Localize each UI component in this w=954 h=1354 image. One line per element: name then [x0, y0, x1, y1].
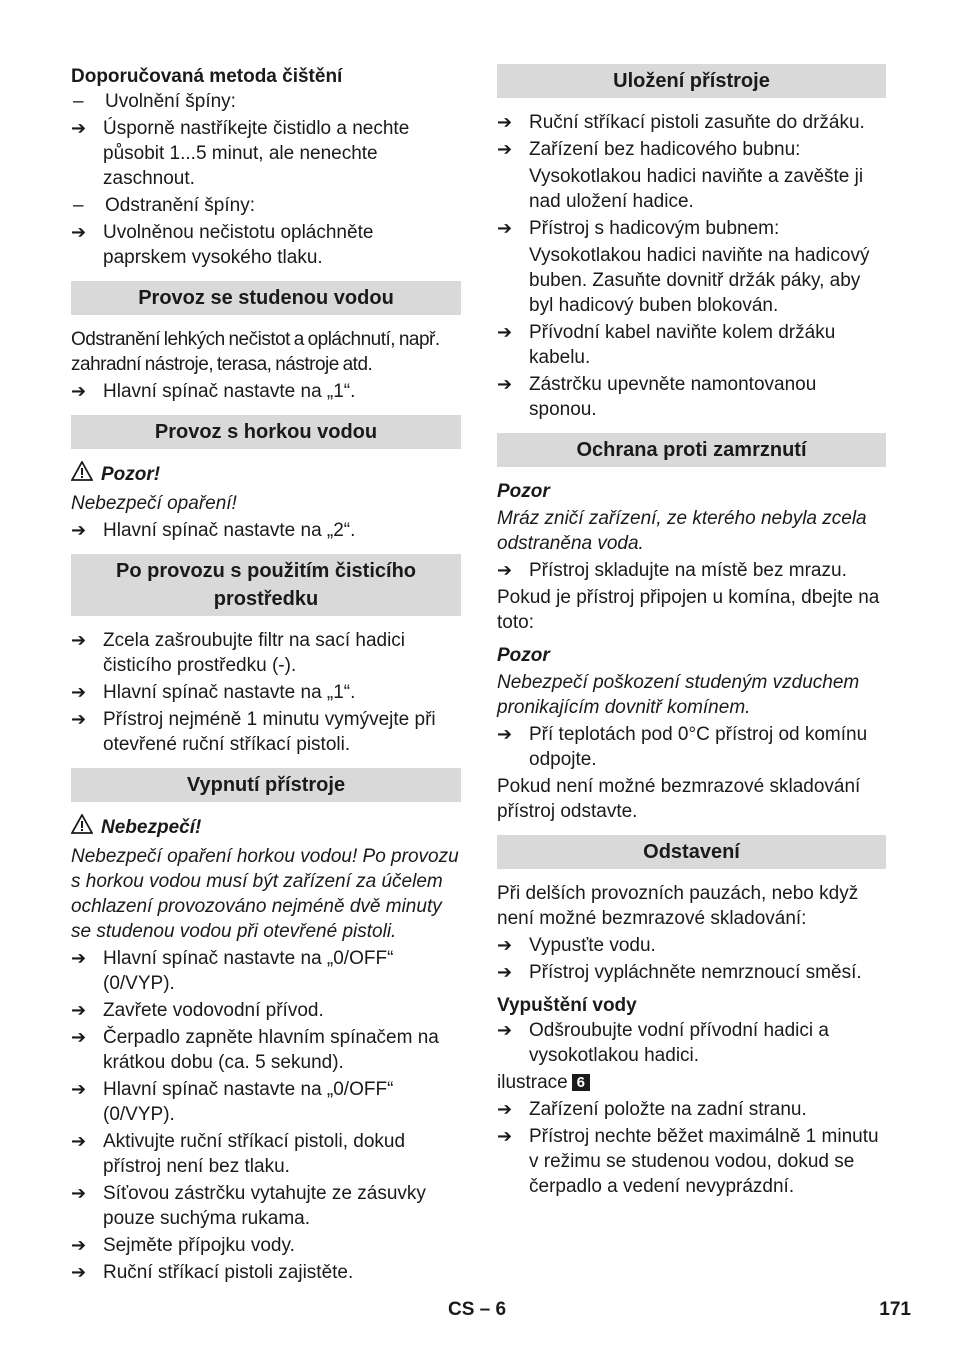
- arrow-right-icon: ➔: [71, 682, 87, 702]
- dash-icon: –: [73, 91, 84, 112]
- list-item: ➔ Přístroj nechte běžet maximálně 1 minutu v režimu se studenou vodou, dokud se čerpadlo a vedení nevyprázdní.: [497, 1126, 879, 1197]
- caution-label: Pozor: [497, 481, 550, 502]
- arrow-right-icon: ➔: [71, 709, 87, 729]
- arrow-right-icon: ➔: [497, 139, 513, 159]
- list-item: – Uvolnění špíny:: [73, 91, 236, 112]
- list-item: ➔ Ruční stříkací pistoli zajistěte.: [71, 1262, 354, 1283]
- list-item: ➔ Odšroubujte vodní přívodní hadici a vysokotlakou hadici.: [497, 1020, 829, 1066]
- list-item: ➔ Hlavní spínač nastavte na „0/OFF“ (0/VYP).: [71, 948, 394, 994]
- list-item: ➔ Zařízení bez hadicového bubnu:: [497, 139, 801, 160]
- danger-label: Nebezpečí!: [101, 817, 202, 838]
- list-item: ➔ Přístroj s hadicovým bubnem:: [497, 218, 780, 239]
- list-item: – Odstranění špíny:: [73, 195, 255, 216]
- danger-text: Nebezpečí opaření horkou vodou! Po provozu s horkou vodou musí být zařízení za účelem ochlazení provozováno nejméně dvě minuty se studenou vodou při otevřené pistoli.: [71, 846, 459, 942]
- arrow-right-icon: ➔: [497, 112, 513, 132]
- arrow-right-icon: ➔: [71, 1235, 87, 1255]
- danger-callout: [71, 814, 461, 841]
- list-item: ➔ Vypusťte vodu.: [497, 935, 656, 956]
- warning-label: Pozor!: [101, 464, 161, 485]
- drain-heading: Vypuštění vody: [497, 995, 637, 1016]
- arrow-right-icon: ➔: [497, 1126, 513, 1146]
- list-item: ➔ Síťovou zástrčku vytahujte ze zásuvky pouze suchýma rukama.: [71, 1183, 426, 1229]
- frost-paragraph: Pokud není možné bezmrazové skladování přístroj odstavte.: [497, 776, 861, 822]
- list-item: ➔ Zcela zašroubujte filtr na sací hadici čisticího prostředku (-).: [71, 630, 406, 676]
- arrow-right-icon: ➔: [71, 948, 87, 968]
- caution-text: Mráz zničí zařízení, ze kterého nebyla zcela odstraněna voda.: [497, 508, 867, 554]
- section-heading-shutdown: Odstavení: [497, 835, 886, 869]
- list-item: ➔ Hlavní spínač nastavte na „0/OFF“ (0/VYP).: [71, 1079, 394, 1125]
- arrow-right-icon: ➔: [71, 1079, 87, 1099]
- list-item: ➔ Ruční stříkací pistoli zasuňte do držáku.: [497, 112, 865, 133]
- shutdown-description: Při delších provozních pauzách, nebo když není možné bezmrazové skladování:: [497, 883, 859, 929]
- left-column: [71, 64, 461, 1287]
- list-item-detail: Vysokotlakou hadici naviňte na hadicový buben. Zasuňte dovnitř držák páky, aby byl hadicový buben blokován.: [529, 245, 870, 316]
- dash-icon: –: [73, 195, 84, 216]
- figure-reference: [497, 1070, 886, 1095]
- list-item: ➔ Hlavní spínač nastavte na „1“.: [71, 682, 356, 703]
- list-item: ➔ Přístroj nejméně 1 minutu vymývejte při otevřené ruční stříkací pistoli.: [71, 709, 436, 755]
- arrow-right-icon: ➔: [71, 1183, 87, 1203]
- section-heading-cold: Provoz se studenou vodou: [71, 281, 461, 315]
- figure-label: ilustrace: [497, 1072, 568, 1093]
- arrow-right-icon: ➔: [71, 222, 87, 242]
- arrow-right-icon: ➔: [497, 962, 513, 982]
- warning-triangle-icon: [71, 461, 95, 488]
- arrow-right-icon: ➔: [71, 1262, 87, 1282]
- list-item: ➔ Sejměte přípojku vody.: [71, 1235, 295, 1256]
- list-item: ➔ Zástrčku upevněte namontovanou sponou.: [497, 374, 817, 420]
- method-heading: Doporučovaná metoda čištění: [71, 66, 343, 87]
- page-number: 171: [879, 1299, 911, 1320]
- arrow-right-icon: ➔: [71, 520, 87, 540]
- warning-triangle-icon: [71, 814, 95, 841]
- list-item: ➔ Zavřete vodovodní přívod.: [71, 1000, 324, 1021]
- list-item: ➔ Zařízení položte na zadní stranu.: [497, 1099, 807, 1120]
- arrow-right-icon: ➔: [71, 381, 87, 401]
- list-item: ➔ Přístroj vypláchněte nemrznoucí směsí.: [497, 962, 862, 983]
- warning-text: Nebezpečí opaření!: [71, 493, 237, 514]
- list-item: ➔ Čerpadlo zapněte hlavním spínačem na krátkou dobu (ca. 5 sekund).: [71, 1027, 439, 1073]
- section-heading-storage: Uložení přístroje: [497, 64, 886, 98]
- section-heading-frost: Ochrana proti zamrznutí: [497, 433, 886, 467]
- arrow-right-icon: ➔: [497, 374, 513, 394]
- cold-description: Odstranění lehkých nečistot a opláchnutí, např. zahradní nástroje, terasa, nástroje atd.: [71, 329, 440, 375]
- arrow-right-icon: ➔: [71, 1000, 87, 1020]
- list-item: ➔ Aktivujte ruční stříkací pistoli, dokud přístroj není bez tlaku.: [71, 1131, 406, 1177]
- arrow-right-icon: ➔: [71, 1131, 87, 1151]
- arrow-right-icon: ➔: [71, 118, 87, 138]
- section-heading-hot: Provoz s horkou vodou: [71, 415, 461, 449]
- list-item: ➔ Hlavní spínač nastavte na „1“.: [71, 381, 356, 402]
- list-item: ➔ Uvolněnou nečistotu opláchněte paprskem vysokého tlaku.: [71, 222, 374, 268]
- section-heading-off: Vypnutí přístroje: [71, 768, 461, 802]
- right-column: [497, 64, 886, 1201]
- footer-doc-code: CS – 6: [448, 1299, 507, 1320]
- list-item: ➔ Pří teplotách pod 0°C přístroj od komínu odpojte.: [497, 724, 868, 770]
- frost-paragraph: Pokud je přístroj připojen u komína, dbejte na toto:: [497, 587, 880, 633]
- arrow-right-icon: ➔: [497, 935, 513, 955]
- list-item-detail: Vysokotlakou hadici naviňte a zavěšte ji nad uložení hadice.: [529, 166, 864, 212]
- caution-text: Nebezpečí poškození studeným vzduchem pronikajícím dovnitř komínem.: [497, 672, 860, 718]
- arrow-right-icon: ➔: [497, 1099, 513, 1119]
- arrow-right-icon: ➔: [497, 218, 513, 238]
- arrow-right-icon: ➔: [497, 560, 513, 580]
- caution-label: Pozor: [497, 645, 550, 666]
- section-heading-detergent: Po provozu s použitím čisticího prostředku: [71, 554, 461, 616]
- arrow-right-icon: ➔: [71, 1027, 87, 1047]
- arrow-right-icon: ➔: [497, 1020, 513, 1040]
- arrow-right-icon: ➔: [71, 630, 87, 650]
- list-item: ➔ Hlavní spínač nastavte na „2“.: [71, 520, 356, 541]
- list-item: ➔ Přístroj skladujte na místě bez mrazu.: [497, 560, 847, 581]
- arrow-right-icon: ➔: [497, 322, 513, 342]
- figure-number-badge: 6: [572, 1074, 590, 1091]
- list-item: ➔ Úsporně nastříkejte čistidlo a nechte působit 1...5 minut, ale nenechte zaschnout.: [71, 118, 410, 189]
- warning-callout: [71, 461, 461, 488]
- list-item: ➔ Přívodní kabel naviňte kolem držáku kabelu.: [497, 322, 836, 368]
- arrow-right-icon: ➔: [497, 724, 513, 744]
